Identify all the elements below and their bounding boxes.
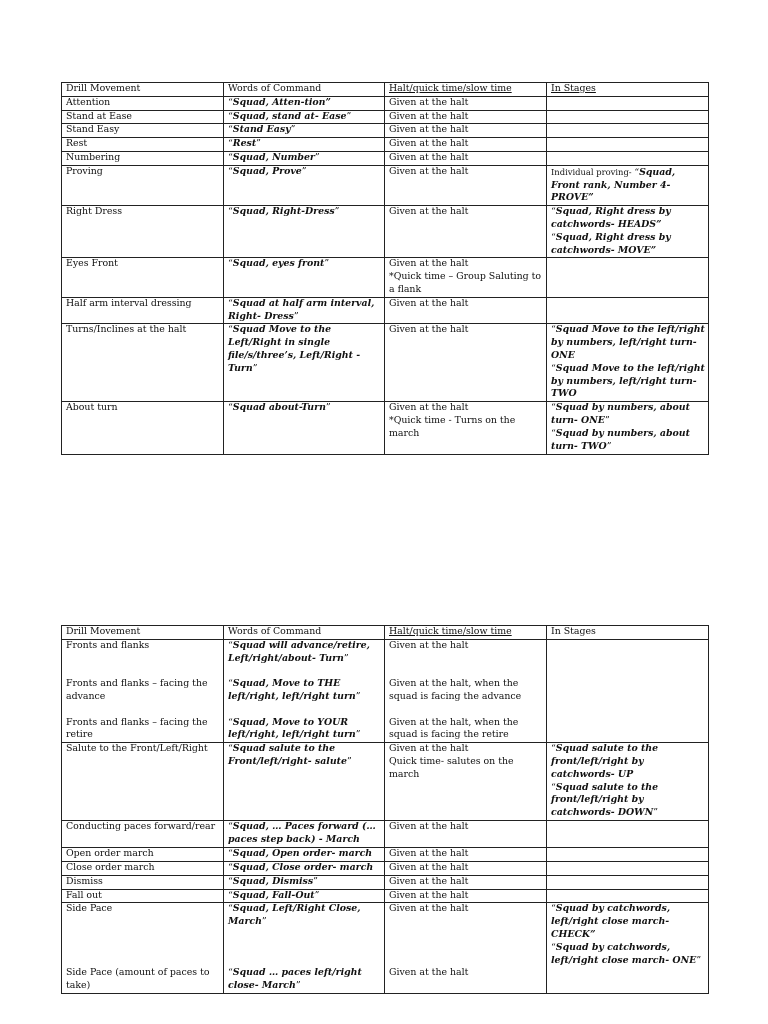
halt-cell: Given at the halt [385, 324, 547, 402]
halt-cell [385, 258, 547, 297]
command-text: Squad, Move to THE left/right, left/right turn [228, 678, 356, 702]
halt-line: *Quick time - Turns on the march [389, 415, 516, 439]
table-row [62, 848, 709, 862]
halt-line: Given at the halt [389, 258, 469, 270]
movement-cell: Stand Easy [62, 124, 224, 138]
command-text: Squad, Fall-Out [232, 889, 315, 901]
stages-cell: Individual proving- “Squad, Front rank, Number 4- PROVE” [547, 165, 709, 205]
command-cell: “Squad about-Turn” [224, 402, 385, 454]
halt-cell: Given at the halt [385, 889, 547, 903]
command-cell: “Squad, … Paces forward (… paces step back) - March [224, 821, 385, 848]
halt-line: Given at the halt [389, 743, 469, 755]
stages-cell: “Squad Move to the left/right by numbers, left/right turn- ONE “Squad Move to the left/right by numbers, left/right turn- TWO [547, 324, 709, 402]
command-text: Squad, Atten-tion [232, 96, 326, 108]
halt-line: Given at the halt [389, 903, 469, 915]
command-cell: “Squad, Left/Right Close, March” “Squad … paces left/right close- March” [224, 903, 385, 994]
stages-cell [547, 875, 709, 889]
command-text: Squad, … Paces forward (… paces step back) - March [228, 821, 376, 845]
halt-cell: Given at the halt [385, 875, 547, 889]
movement-cell: Fall out [62, 889, 224, 903]
command-text: Rest [232, 138, 257, 150]
movement-cell [62, 639, 224, 742]
command-cell: “Squad, Atten-tion” [224, 96, 385, 110]
command-cell: “Squad, Right-Dress” [224, 206, 385, 258]
stage-text: Squad, Front rank, Number 4- PROVE [551, 166, 676, 204]
table-row [62, 324, 709, 402]
movement-cell: Half arm interval dressing [62, 297, 224, 324]
command-text: Squad, eyes front [232, 258, 325, 270]
stages-cell [547, 96, 709, 110]
halt-cell: Given at the halt [385, 861, 547, 875]
movement-cell: Turns/Inclines at the halt [62, 324, 224, 402]
stages-cell [547, 151, 709, 165]
stage-text: Squad, Right dress by catchwords- MOVE [551, 231, 671, 256]
movement-line: Fronts and flanks [66, 639, 150, 651]
command-text: Squad will advance/retire, Left/right/about- Turn [228, 639, 370, 664]
movement-cell: About turn [62, 402, 224, 454]
command-cell: “Squad, Prove” [224, 165, 385, 205]
movement-cell: Dismiss [62, 875, 224, 889]
command-text: Squad … paces left/right close- March [228, 967, 362, 992]
halt-cell: Given at the halt [385, 124, 547, 138]
command-text: Squad, Right-Dress [232, 206, 335, 218]
table-row [62, 258, 709, 297]
command-text: Squad, Prove [232, 165, 302, 177]
stage-text: Squad salute to the front/left/right by catchwords- DOWN [551, 781, 659, 819]
command-text: Squad, Open order- march [232, 848, 373, 860]
header-cell: In Stages [547, 83, 709, 97]
table-header-row [62, 83, 709, 97]
stage-text: Squad salute to the front/left/right by catchwords- UP [551, 743, 659, 780]
table-row [62, 821, 709, 848]
table-row [62, 861, 709, 875]
halt-line: Given at the halt [389, 967, 469, 979]
table-row [62, 110, 709, 124]
halt-line: Given at the halt [389, 402, 469, 414]
header-cell: Words of Command [224, 626, 385, 640]
halt-line: Given at the halt [389, 639, 469, 651]
command-cell: “Squad, eyes front” [224, 258, 385, 297]
header-cell: Halt/quick time/slow time [385, 83, 547, 97]
header-cell: In Stages [547, 626, 709, 640]
table-row [62, 903, 709, 994]
command-text: Squad Move to the Left/Right in single file/s/three’s, Left/Right - Turn [228, 324, 361, 374]
table-row [62, 297, 709, 324]
stages-cell [547, 258, 709, 297]
halt-cell [385, 402, 547, 454]
header-cell: Drill Movement [62, 626, 224, 640]
header-cell: Words of Command [224, 83, 385, 97]
command-cell: “Squad, Open order- march [224, 848, 385, 862]
halt-line: Given at the halt, when the squad is facing the advance [389, 678, 522, 702]
movement-cell: Conducting paces forward/rear [62, 821, 224, 848]
table-row [62, 165, 709, 205]
stages-cell [547, 297, 709, 324]
movement-cell: Salute to the Front/Left/Right [62, 743, 224, 821]
command-cell: “Squad, Dismiss” [224, 875, 385, 889]
command-cell: “Squad, stand at- Ease” [224, 110, 385, 124]
table-row [62, 743, 709, 821]
table-row [62, 639, 709, 742]
command-cell: “Squad, Close order- march [224, 861, 385, 875]
stages-cell [547, 110, 709, 124]
stage-text: Squad, Right dress by catchwords- HEADS [551, 206, 671, 230]
movement-line: Fronts and flanks – facing the advance [66, 678, 208, 702]
halt-cell: Given at the halt [385, 206, 547, 258]
command-text: Squad, Move to YOUR left/right, left/right turn [228, 716, 356, 741]
stage-text: Squad by numbers, about turn- TWO [551, 427, 690, 452]
movement-cell: Close order march [62, 861, 224, 875]
halt-cell: Given at the halt [385, 297, 547, 324]
table-row [62, 206, 709, 258]
stage-text: Squad by catchwords, left/right close march- CHECK [551, 903, 671, 940]
command-cell: “Squad at half arm interval, Right- Dress” [224, 297, 385, 324]
movement-cell: Attention [62, 96, 224, 110]
halt-cell: Given at the halt [385, 110, 547, 124]
movement-line: Fronts and flanks – facing the retire [66, 716, 208, 741]
table-row [62, 96, 709, 110]
movement-cell: Numbering [62, 151, 224, 165]
command-cell: “Squad, Number” [224, 151, 385, 165]
stages-cell [547, 138, 709, 152]
header-cell: Halt/quick time/slow time [385, 626, 547, 640]
command-text: Squad, Close order- march [232, 861, 374, 873]
movement-cell: Proving [62, 165, 224, 205]
command-cell: “Squad, Fall-Out” [224, 889, 385, 903]
stages-cell: “Squad by catchwords, left/right close march- CHECK” “Squad by catchwords, left/right close march- ONE” [547, 903, 709, 994]
movement-cell: Open order march [62, 848, 224, 862]
command-cell: “Squad Move to the Left/Right in single file/s/three’s, Left/Right - Turn” [224, 324, 385, 402]
command-cell: “Squad salute to the Front/left/right- salute” [224, 743, 385, 821]
table-header-row [62, 626, 709, 640]
drill-table-1 [61, 82, 709, 455]
command-text: Squad, Dismiss [232, 875, 314, 887]
stages-cell [547, 889, 709, 903]
movement-cell: Right Dress [62, 206, 224, 258]
table-row [62, 124, 709, 138]
halt-cell: Given at the halt [385, 96, 547, 110]
halt-line: Given at the halt, when the squad is facing the retire [389, 716, 519, 741]
halt-cell [385, 743, 547, 821]
stages-cell [547, 639, 709, 742]
stages-cell: “Squad salute to the front/left/right by catchwords- UP “Squad salute to the front/left/right by catchwords- DOWN” [547, 743, 709, 821]
halt-line: Quick time- salutes on the march [389, 755, 514, 780]
stage-text: Squad Move to the left/right by numbers, left/right turn- ONE [551, 324, 705, 361]
command-text: Squad, Left/Right Close, March [228, 903, 361, 928]
halt-cell [385, 903, 547, 994]
halt-cell: Given at the halt [385, 151, 547, 165]
table-row [62, 889, 709, 903]
stages-cell: “Squad by numbers, about turn- ONE” “Squad by numbers, about turn- TWO” [547, 402, 709, 454]
stage-text: Squad by catchwords, left/right close march- ONE [551, 941, 697, 966]
stages-cell [547, 861, 709, 875]
command-text: Squad, stand at- Ease [232, 110, 347, 122]
command-text: Squad about-Turn [232, 402, 326, 414]
command-cell: “Rest” [224, 138, 385, 152]
halt-line: *Quick time – Group Saluting to a flank [389, 271, 542, 295]
table-row [62, 151, 709, 165]
stages-cell [547, 848, 709, 862]
table-row [62, 402, 709, 454]
command-cell: “Squad will advance/retire, Left/right/about- Turn” “Squad, Move to THE left/right, left/right turn” “Squad, Move to YOUR left/right, left/right turn” [224, 639, 385, 742]
halt-cell: Given at the halt [385, 821, 547, 848]
halt-cell: Given at the halt [385, 138, 547, 152]
stages-cell: “Squad, Right dress by catchwords- HEADS” “Squad, Right dress by catchwords- MOVE” [547, 206, 709, 258]
stages-cell [547, 124, 709, 138]
stages-cell [547, 821, 709, 848]
stages-prefix: Individual proving- [551, 166, 635, 177]
movement-cell: Eyes Front [62, 258, 224, 297]
movement-line: Side Pace (amount of paces to take) [66, 967, 210, 992]
command-cell: “Stand Easy” [224, 124, 385, 138]
command-text: Squad at half arm interval, Right- Dress [228, 297, 375, 322]
stage-text: Squad Move to the left/right by numbers, left/right turn- TWO [551, 362, 705, 400]
stage-text: Squad by numbers, about turn- ONE [551, 402, 690, 427]
movement-cell: Stand at Ease [62, 110, 224, 124]
command-text: Squad, Number [232, 151, 315, 163]
movement-line: Side Pace [66, 903, 113, 915]
movement-cell: Rest [62, 138, 224, 152]
command-text: Stand Easy [232, 124, 291, 136]
halt-cell: Given at the halt [385, 165, 547, 205]
command-text: Squad salute to the Front/left/right- salute [228, 743, 347, 767]
movement-cell [62, 903, 224, 994]
halt-cell: Given at the halt [385, 848, 547, 862]
drill-table-2 [61, 625, 709, 994]
table-row [62, 138, 709, 152]
header-cell: Drill Movement [62, 83, 224, 97]
halt-cell [385, 639, 547, 742]
table-row [62, 875, 709, 889]
